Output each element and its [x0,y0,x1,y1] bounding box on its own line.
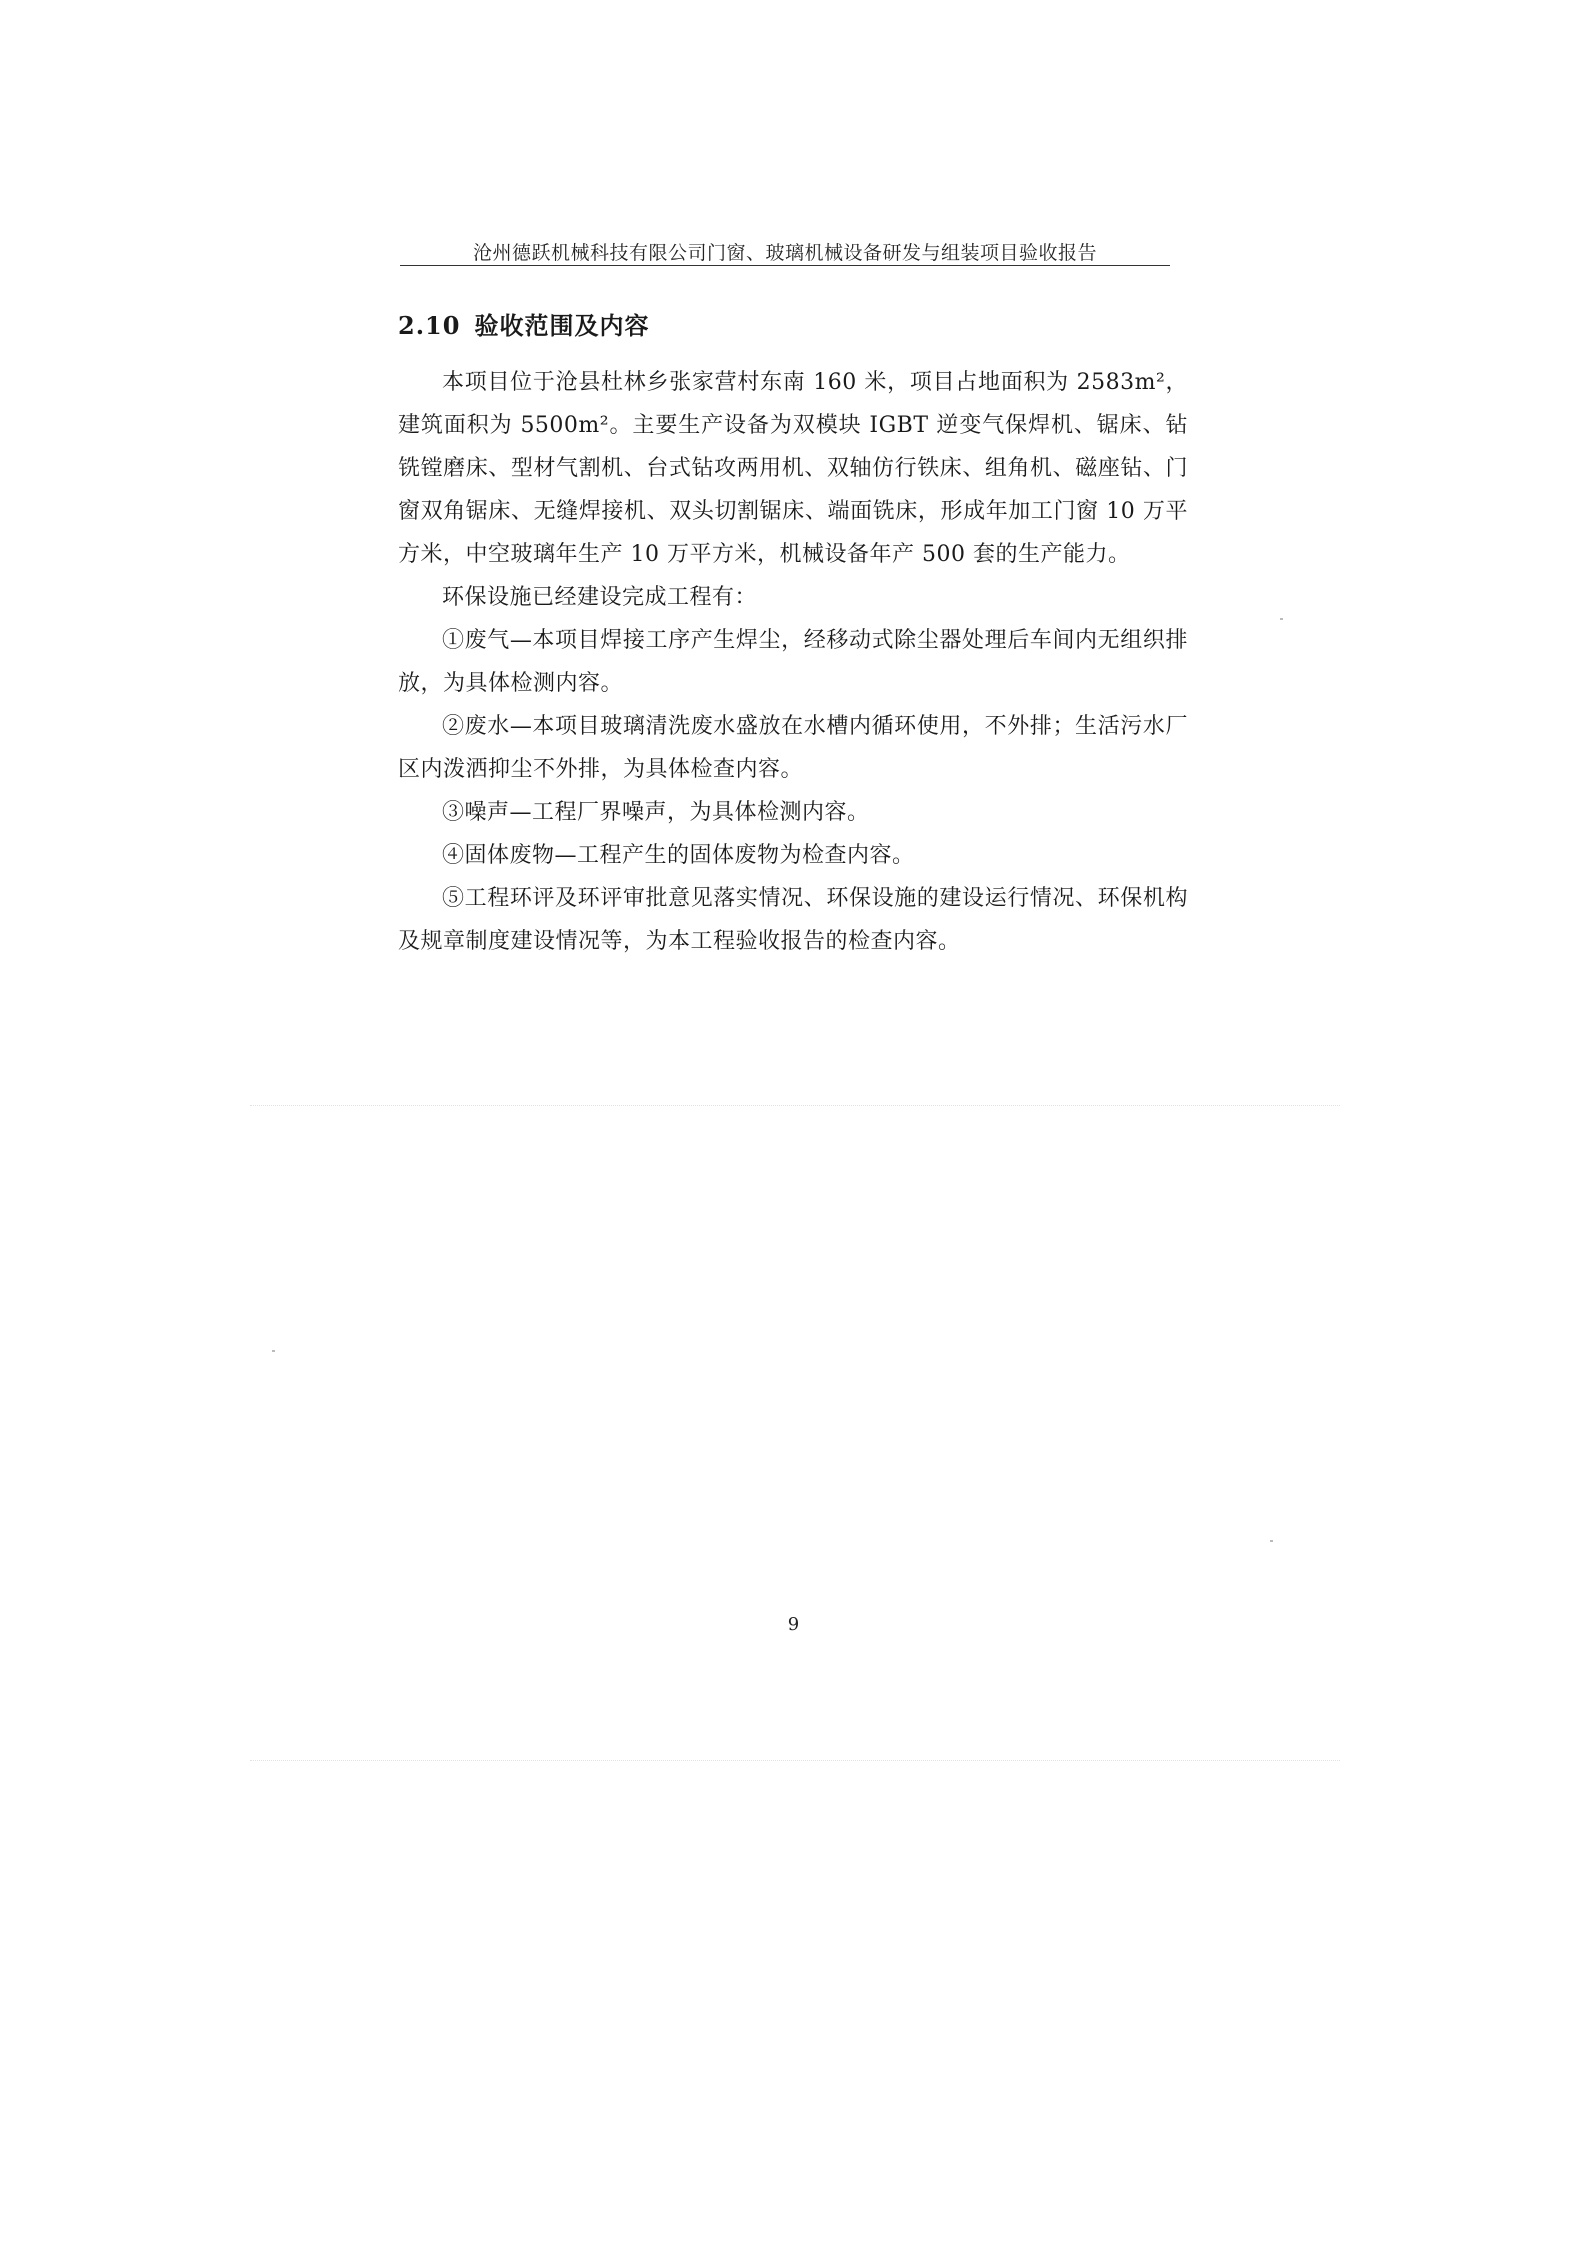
page-header: 沧州德跃机械科技有限公司门窗、玻璃机械设备研发与组装项目验收报告 [472,242,1097,264]
env-facilities-intro: 环保设施已经建设完成工程有： [442,585,758,610]
scan-artifact-line [250,1760,1340,1761]
item-noise: ③噪声—工程厂界噪声，为具体检测内容。 [442,800,870,825]
item-solid-waste: ④固体废物—工程产生的固体废物为检查内容。 [442,843,915,868]
item-waste-water: ②废水—本项目玻璃清洗废水盛放在水槽内循环使用，不外排；生活污水厂区内泼洒抑尘不外排，为具体检查内容。 [398,714,1188,782]
project-description-paragraph: 本项目位于沧县杜林乡张家营村东南 160 米，项目占地面积为 2583m²，建筑面积为 5500m²。主要生产设备为双模块 IGBT 逆变气保焊机、锯床、钻铣镗磨床、型材气割机、台式钻攻两用机、双轴仿行铁床、组角机、磁座钻、门窗双角锯床、无缝焊接机、双头切割锯床、端面铣床，形成年加工门窗 10 万平方米，中空玻璃年生产 10 万平方米，机械设备年产 500 套的生产能力。 [398,370,1188,567]
scan-artifact-line [250,1105,1340,1106]
header-rule [400,265,1170,266]
section-2-10 [398,306,1188,963]
section-number: 2.10 [398,311,461,340]
scan-speck [272,1350,275,1352]
section-title: 验收范围及内容 [474,311,650,340]
item-eia-review: ⑤工程环评及环评审批意见落实情况、环保设施的建设运行情况、环保机构及规章制度建设情况等，为本工程验收报告的检查内容。 [398,886,1188,954]
page-number: 9 [787,1614,800,1635]
scan-speck [1280,618,1283,620]
item-waste-gas: ①废气—本项目焊接工序产生焊尘，经移动式除尘器处理后车间内无组织排放，为具体检测内容。 [398,628,1188,696]
section-heading [398,306,1188,341]
scan-speck [1270,1540,1273,1542]
